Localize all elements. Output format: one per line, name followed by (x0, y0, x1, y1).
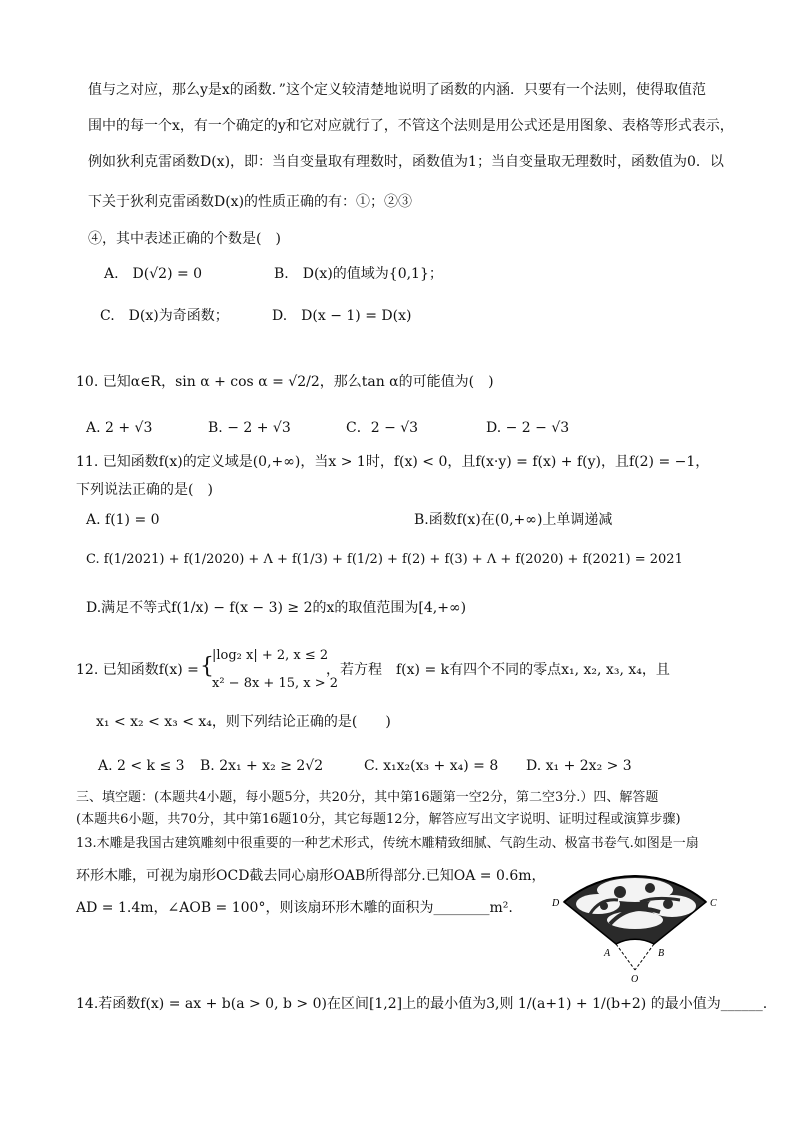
q11-option-d: D.满足不等式f(1/x) − f(x − 3) ≥ 2的x的取值范围为[4,+∞) (86, 600, 467, 616)
intro-line-4: 下关于狄利克雷函数D(x)的性质正确的有：①；②③ (88, 194, 413, 210)
label-b: B (658, 948, 665, 959)
section-3-header-line-2: (本题共6小题，共70分，其中第16题10分，其它每题12分，解答应写出文字说明、证明过程或演算步骤) (76, 812, 681, 827)
q10-option-d: D. − 2 − √3 (486, 420, 570, 436)
q10-stem: 10. 已知α∈R，sin α + cos α = √2/2，那么tan α的可能值为( ) (76, 374, 494, 390)
q9-option-c: C. D(x)为奇函数； (100, 308, 229, 324)
label-d: D (552, 898, 560, 909)
q13-line-1: 13.木雕是我国古建筑雕刻中很重要的一种艺术形式，传统木雕精致细腻、气韵生动、极富书卷气.如图是一扇 (76, 836, 699, 851)
q14-text: 14.若函数f(x) = ax + b(a > 0, b > 0)在区间[1,2]上的最小值为3,则 1/(a+1) + 1/(b+2) 的最小值为______. (76, 996, 768, 1012)
q11-option-b: B.函数f(x)在(0,+∞)上单调递减 (414, 512, 613, 528)
q12-stem-2: x₁ < x₂ < x₃ < x₄，则下列结论正确的是( ) (96, 714, 391, 730)
q12-option-a: A. 2 < k ≤ 3 (98, 758, 185, 774)
q12-option-d: D. x₁ + 2x₂ > 3 (526, 758, 632, 774)
q10-option-b: B. − 2 + √3 (208, 420, 291, 436)
q12-case-2: x² − 8x + 15, x > 2 (212, 676, 339, 691)
intro-line-2: 围中的每一个x，有一个确定的y和它对应就行了，不管这个法则是用公式还是用图象、表格等形式表示， (88, 118, 734, 134)
intro-line-1: 值与之对应，那么y是x的函数．”这个定义较清楚地说明了函数的内涵．只要有一个法则，使得取值范 (88, 82, 706, 98)
q11-option-c: C. f(1/2021) + f(1/2020) + Λ + f(1/3) + f(1/2) + f(2) + f(3) + Λ + f(2020) + f(2021) = 2021 (86, 552, 683, 567)
section-3-header-line-1: 三、填空题：(本题共4小题，每小题5分，共20分，其中第16题第一空2分，第二空3分.）四、解答题 (76, 790, 659, 805)
q10-option-a: A. 2 + √3 (86, 420, 153, 436)
fan-carving-figure (540, 862, 730, 984)
q12-stem-suffix: ，若方程 f(x) = k有四个不同的零点x₁, x₂, x₃, x₄，且 (326, 662, 670, 678)
q12-case-1: |log₂ x| + 2, x ≤ 2 (212, 648, 329, 663)
q13-line-2: 环形木雕，可视为扇形OCD截去同心扇形OAB所得部分.已知OA = 0.6m， (76, 868, 546, 884)
q9-option-b: B. D(x)的值域为{0,1}； (274, 266, 443, 282)
q13-line-3: AD = 1.4m，∠AOB = 100°，则该扇环形木雕的面积为________m². (76, 900, 513, 916)
piecewise-brace: { (200, 654, 214, 679)
q12-stem-prefix: 12. 已知函数f(x) = (76, 662, 199, 678)
q9-option-a: A. D(√2) = 0 (104, 266, 203, 282)
label-o: O (631, 974, 639, 984)
intro-line-5: ④，其中表述正确的个数是( ) (88, 231, 281, 247)
q11-stem: 11. 已知函数f(x)的定义域是(0,+∞)，当x > 1时，f(x) < 0，且f(x·y) = f(x) + f(y)，且f(2) = −1， (76, 454, 710, 470)
q10-option-c: C．2 − √3 (346, 420, 419, 436)
label-c: C (710, 898, 717, 909)
q12-option-c: C. x₁x₂(x₃ + x₄) = 8 (364, 758, 499, 774)
q11-stem-2: 下列说法正确的是( ) (76, 482, 213, 498)
intro-line-3: 例如狄利克雷函数D(x)，即：当自变量取有理数时，函数值为1；当自变量取无理数时，函数值为0．以 (88, 154, 724, 170)
radius-ob-line (635, 944, 654, 970)
label-a: A (604, 948, 611, 959)
q11-option-a: A. f(1) = 0 (86, 512, 160, 528)
q9-option-d: D. D(x − 1) = D(x) (272, 308, 412, 324)
q12-option-b: B. 2x₁ + x₂ ≥ 2√2 (200, 758, 324, 774)
radius-oa-line (616, 944, 635, 970)
